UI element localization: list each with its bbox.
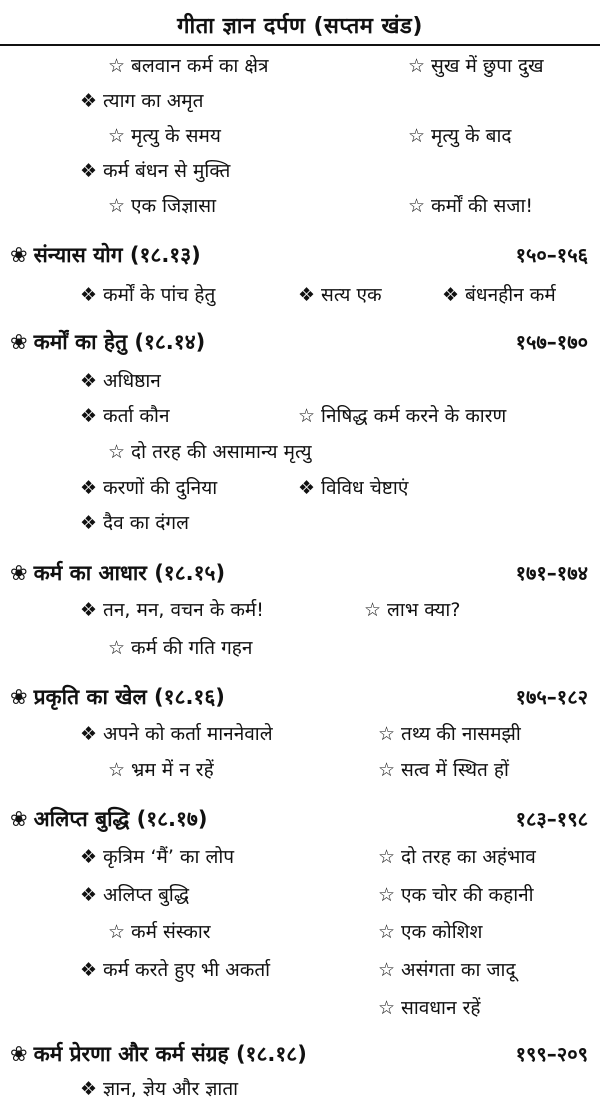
star-icon: ☆ xyxy=(298,405,316,427)
toc-item: ❖ सत्य एक xyxy=(298,284,382,306)
toc-item: ❖ बंधनहीन कर्म xyxy=(442,284,556,306)
toc-subitem: ☆ कर्म की गति गहन xyxy=(108,637,253,659)
toc-item: ❖ ज्ञान, ज्ञेय और ज्ञाता xyxy=(80,1078,239,1100)
toc-item: ❖ कर्मों के पांच हेतु xyxy=(80,284,216,306)
toc-subitem: ☆ मृत्यु के बाद xyxy=(408,125,512,147)
toc-subitem: ☆ एक चोर की कहानी xyxy=(378,884,534,906)
toc-item: ❖ करणों की दुनिया xyxy=(80,477,218,499)
flower-icon: ❀ xyxy=(10,243,28,267)
diamond-icon: ❖ xyxy=(80,512,98,534)
toc-subitem: ☆ लाभ क्या? xyxy=(364,599,461,621)
page-range: १७१–१७४ xyxy=(515,561,588,585)
toc-item: ❖ अपने को कर्ता माननेवाले xyxy=(80,723,273,745)
flower-icon: ❀ xyxy=(10,1042,28,1066)
toc-subitem: ☆ बलवान कर्म का क्षेत्र xyxy=(108,55,269,77)
toc-item: ❖ विविध चेष्टाएं xyxy=(298,477,409,499)
star-icon: ☆ xyxy=(408,195,426,217)
section-heading: ❀ संन्यास योग (१८.१३) xyxy=(10,243,201,267)
diamond-icon: ❖ xyxy=(80,884,98,906)
diamond-icon: ❖ xyxy=(80,90,98,112)
toc-item: ❖ कृत्रिम ‘मैं’ का लोप xyxy=(80,846,235,868)
star-icon: ☆ xyxy=(378,884,396,906)
toc-subitem: ☆ सुख में छुपा दुख xyxy=(408,55,544,77)
toc-item: ❖ कर्म करते हुए भी अकर्ता xyxy=(80,959,271,981)
toc-subitem: ☆ असंगता का जादू xyxy=(378,959,516,981)
star-icon: ☆ xyxy=(108,759,126,781)
diamond-icon: ❖ xyxy=(298,284,316,306)
star-icon: ☆ xyxy=(378,759,396,781)
diamond-icon: ❖ xyxy=(80,959,98,981)
star-icon: ☆ xyxy=(364,599,382,621)
toc-item: ❖ त्याग का अमृत xyxy=(80,90,204,112)
toc-subitem: ☆ निषिद्ध कर्म करने के कारण xyxy=(298,405,507,427)
star-icon: ☆ xyxy=(378,959,396,981)
flower-icon: ❀ xyxy=(10,807,28,831)
page-range: १७५–१८२ xyxy=(515,685,588,709)
toc-subitem: ☆ मृत्यु के समय xyxy=(108,125,221,147)
star-icon: ☆ xyxy=(108,441,126,463)
page-range: १५०–१५६ xyxy=(515,243,588,267)
page-range: १८३–१९८ xyxy=(515,807,588,831)
toc-item: ❖ दैव का दंगल xyxy=(80,512,189,534)
toc-subitem: ☆ दो तरह का अहंभाव xyxy=(378,846,536,868)
page-range: १९९–२०९ xyxy=(515,1042,588,1066)
star-icon: ☆ xyxy=(408,125,426,147)
toc-subitem: ☆ एक कोशिश xyxy=(378,921,483,943)
toc-subitem: ☆ तथ्य की नासमझी xyxy=(378,723,521,745)
diamond-icon: ❖ xyxy=(80,477,98,499)
star-icon: ☆ xyxy=(408,55,426,77)
toc-item: ❖ अलिप्त बुद्धि xyxy=(80,884,190,906)
diamond-icon: ❖ xyxy=(80,723,98,745)
diamond-icon: ❖ xyxy=(298,477,316,499)
flower-icon: ❀ xyxy=(10,561,28,585)
page-range: १५७–१७० xyxy=(515,330,588,354)
star-icon: ☆ xyxy=(378,921,396,943)
star-icon: ☆ xyxy=(108,637,126,659)
diamond-icon: ❖ xyxy=(80,846,98,868)
toc-item: ❖ कर्ता कौन xyxy=(80,405,170,427)
section-heading: ❀ कर्मों का हेतु (१८.१४) xyxy=(10,330,206,354)
title-divider xyxy=(0,44,600,46)
star-icon: ☆ xyxy=(108,921,126,943)
star-icon: ☆ xyxy=(108,55,126,77)
diamond-icon: ❖ xyxy=(80,599,98,621)
diamond-icon: ❖ xyxy=(80,405,98,427)
toc-item: ❖ तन, मन, वचन के कर्म! xyxy=(80,599,264,621)
diamond-icon: ❖ xyxy=(80,284,98,306)
star-icon: ☆ xyxy=(378,723,396,745)
toc-subitem: ☆ भ्रम में न रहें xyxy=(108,759,214,781)
diamond-icon: ❖ xyxy=(80,160,98,182)
star-icon: ☆ xyxy=(108,195,126,217)
star-icon: ☆ xyxy=(108,125,126,147)
section-heading: ❀ अलिप्त बुद्धि (१८.१७) xyxy=(10,807,208,831)
diamond-icon: ❖ xyxy=(80,1078,98,1100)
toc-item: ❖ कर्म बंधन से मुक्ति xyxy=(80,160,231,182)
section-heading: ❀ कर्म प्रेरणा और कर्म संग्रह (१८.१८) xyxy=(10,1042,307,1066)
toc-subitem: ☆ सावधान रहें xyxy=(378,997,481,1019)
flower-icon: ❀ xyxy=(10,685,28,709)
toc-subitem: ☆ सत्व में स्थित हों xyxy=(378,759,509,781)
toc-item: ❖ अधिष्ठान xyxy=(80,370,161,392)
toc-subitem: ☆ दो तरह की असामान्य मृत्यु xyxy=(108,441,312,463)
flower-icon: ❀ xyxy=(10,330,28,354)
star-icon: ☆ xyxy=(378,997,396,1019)
diamond-icon: ❖ xyxy=(442,284,460,306)
section-heading: ❀ प्रकृति का खेल (१८.१६) xyxy=(10,685,225,709)
page-title: गीता ज्ञान दर्पण (सप्तम खंड) xyxy=(177,14,423,39)
diamond-icon: ❖ xyxy=(80,370,98,392)
toc-subitem: ☆ कर्म संस्कार xyxy=(108,921,211,943)
star-icon: ☆ xyxy=(378,846,396,868)
toc-subitem: ☆ कर्मों की सजा! xyxy=(408,195,533,217)
toc-subitem: ☆ एक जिज्ञासा xyxy=(108,195,217,217)
section-heading: ❀ कर्म का आधार (१८.१५) xyxy=(10,561,226,585)
